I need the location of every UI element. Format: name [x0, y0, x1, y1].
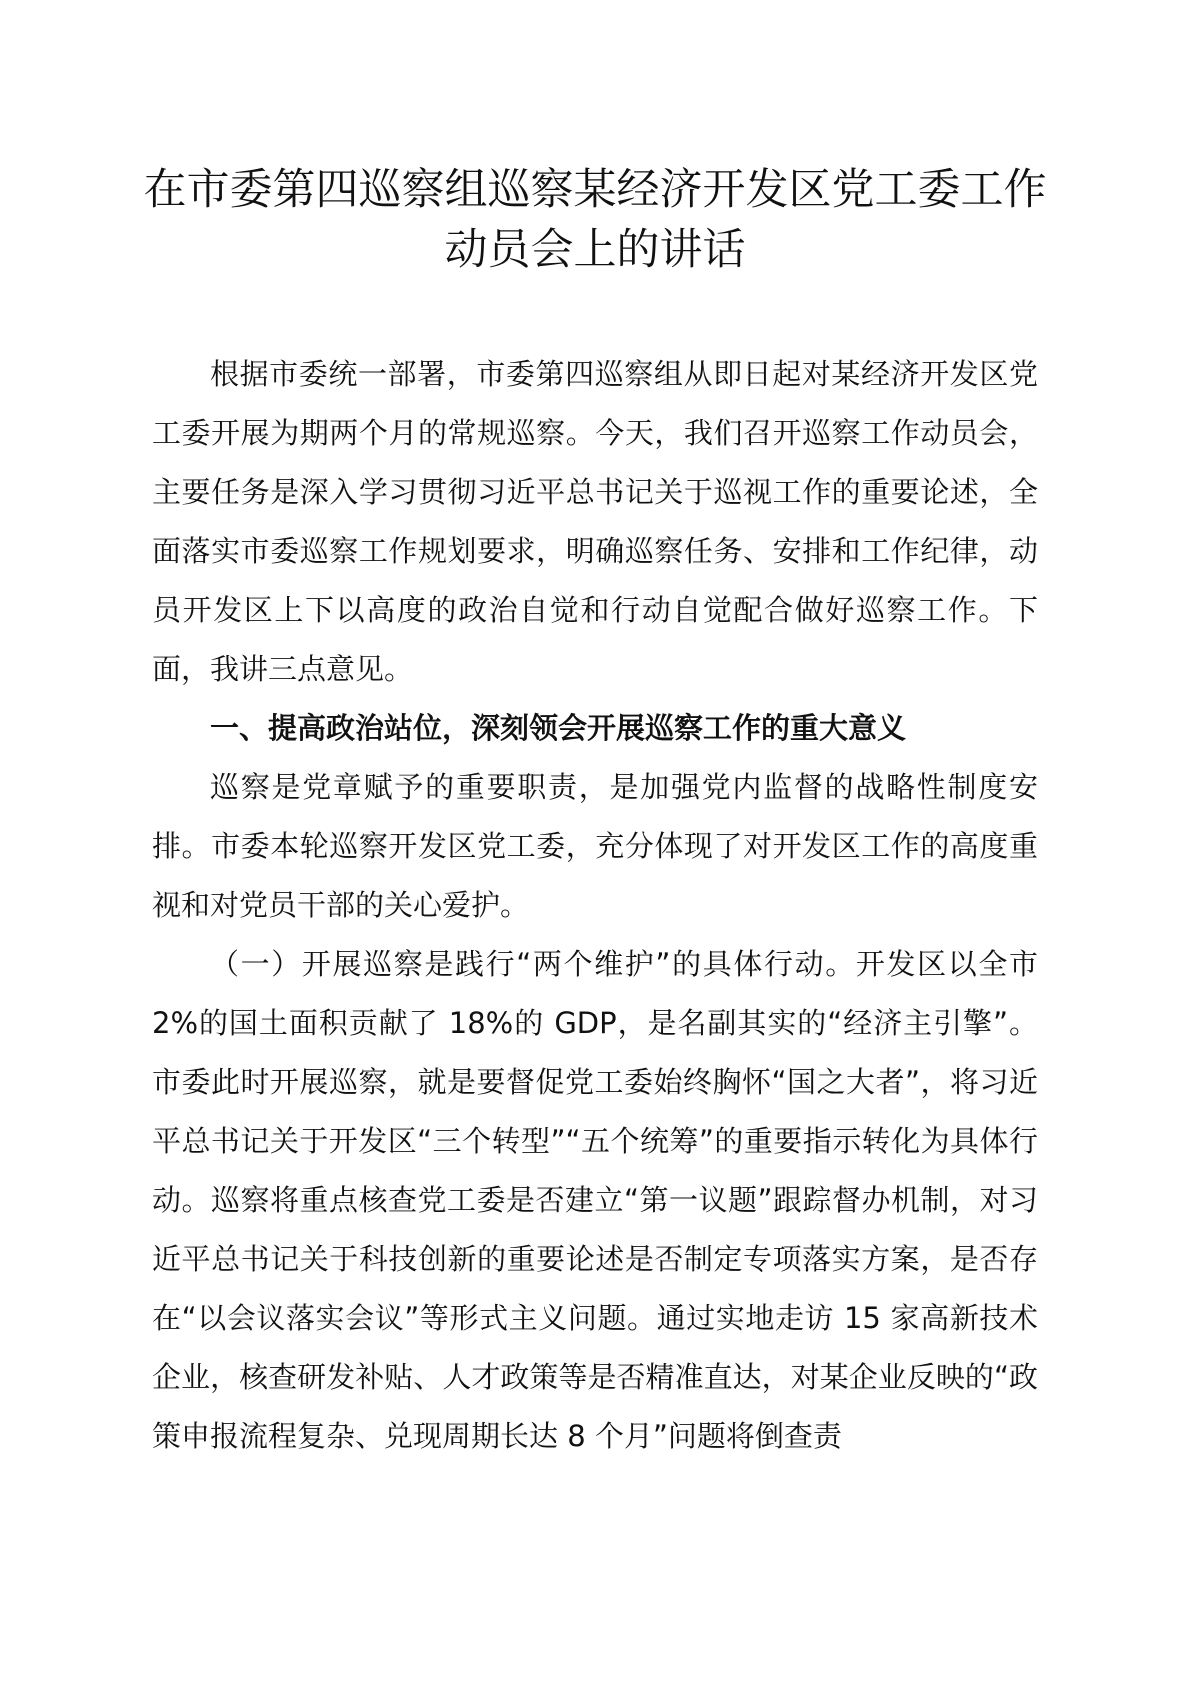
intro-paragraph: 根据市委统一部署，市委第四巡察组从即日起对某经济开发区党工委开展为期两个月的常规巡察。今天，我们召开巡察工作动员会，主要任务是深入学习贯彻习近平总书记关于巡视工作的重要论述，全面落实市委巡察工作规划要求，明确巡察任务、安排和工作纪律，动员开发区上下以高度的政治自觉和行动自觉配合做好巡察工作。下面，我讲三点意见。 — [152, 357, 1038, 686]
document-title: 在市委第四巡察组巡察某经济开发区党工委工作动员会上的讲话 — [143, 165, 1047, 275]
subsection-paragraph — [152, 935, 1038, 1466]
section-heading: 一、提高政治站位，深刻领会开展巡察工作的重大意义 — [210, 711, 907, 745]
subsection-text: 开发区以全市 2%的国土面积贡献了 18%的 GDP，是名副其实的“经济主引擎”。市委此时开展巡察，就是要督促党工委始终胸怀“国之大者”，将习近平总书记关于开发区“三个转型”“五个统筹”的重要指示转化为具体行动。巡察将重点核查党工委是否建立“第一议题”跟踪督办机制，对习近平总书记关于科技创新的重要论述是否制定专项落实方案，是否存在“以会议落实会议”等形式主义问题。通过实地走访 15 家高新技术企业，核查研发补贴、人才政策等是否精准直达，对某企业反映的“政策申报流程复杂、兑现周期长达 8 个月”问题将倒查责 — [152, 947, 1038, 1453]
document-body — [152, 345, 1038, 1466]
section-intro-paragraph: 巡察是党章赋予的重要职责，是加强党内监督的战略性制度安排。市委本轮巡察开发区党工委，充分体现了对开发区工作的高度重视和对党员干部的关心爱护。 — [152, 770, 1038, 922]
subsection-lead: （一）开展巡察是践行“两个维护”的具体行动。 — [210, 947, 856, 981]
